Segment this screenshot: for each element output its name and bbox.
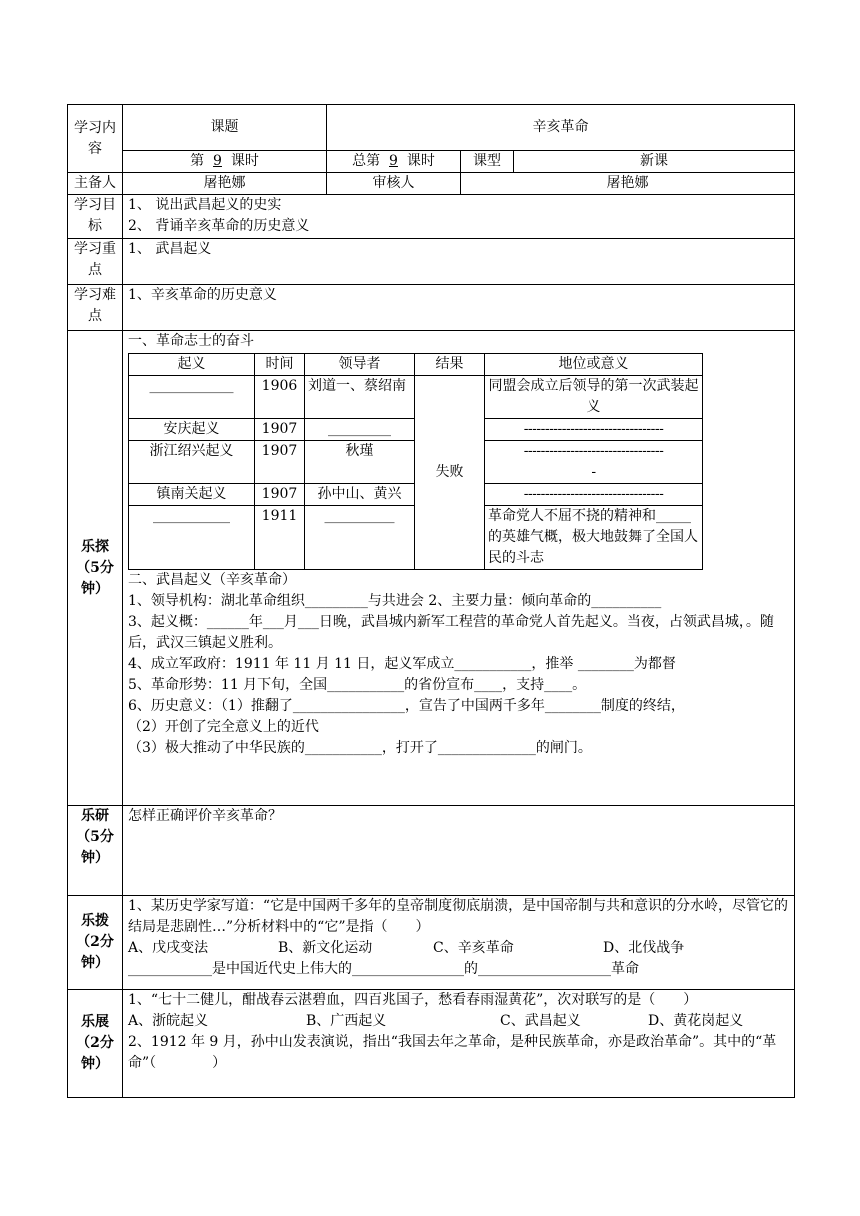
lesson-num: 9 (213, 153, 222, 169)
expand1-blank: ____________是中国近代史上伟大的________________的___________________革命 (128, 961, 639, 977)
expand2-question: 1、“七十二健儿，酣战春云湛碧血，四百兆国子，愁看春雨湿黄花”，次对联写的是（ ） (128, 992, 698, 1008)
row3-year: 1907 (255, 441, 305, 484)
row5-name: ___________ (129, 506, 255, 570)
lesson-plan-table (67, 104, 795, 1098)
th-leader: 领导者 (305, 354, 415, 376)
topic-label: 课题 (123, 105, 327, 151)
th-time: 时间 (255, 354, 305, 376)
total-num: 9 (389, 153, 398, 169)
row2-meaning: --------------------------------- (485, 419, 703, 441)
difficulty-item: 1、辛亥革命的历史意义 (123, 285, 795, 331)
row4-leader: 孙中山、黄兴 (305, 484, 415, 506)
option-a: A、戊戌变法 (128, 940, 209, 956)
research-label: 乐研（5分钟） (68, 806, 123, 896)
section1-title: 一、革命志士的奋斗 (128, 333, 254, 349)
explore-label: 乐探（5分钟） (68, 331, 123, 806)
lesson-plan-sheet (67, 104, 795, 1098)
difficulty-label: 学习难点 (68, 285, 123, 331)
uprising-table (128, 353, 703, 570)
row2-name: 安庆起义 (129, 419, 255, 441)
row4-year: 1907 (255, 484, 305, 506)
row3-leader: 秋瑾 (305, 441, 415, 484)
explore-line: （2）开创了完全意义上的近代 (128, 719, 319, 735)
option-c: C、辛亥革命 (433, 940, 514, 956)
goals-content (123, 195, 795, 239)
explore-line: 5、革命形势：11 月下旬，全国___________的省份宣布____，支持____。 (128, 677, 587, 693)
option-d: D、北伐战争 (603, 940, 685, 956)
goal-item: 1、 说出武昌起义的史实 (128, 197, 282, 213)
lesson-prefix: 第 (190, 153, 205, 169)
explore-line: 1、领导机构：湖北革命组织_________与共进会 2、主要力量：倾向革命的__________ (128, 593, 662, 609)
option-d: D、黄花岗起义 (648, 1013, 744, 1029)
explore-line: 6、历史意义：（1）推翻了________________，宣告了中国两千多年________制度的终结， (128, 698, 685, 714)
row4-name: 镇南关起义 (129, 484, 255, 506)
preparer-label: 主备人 (68, 173, 123, 195)
row5-year: 1911 (255, 506, 305, 570)
expand1-label: 乐拨（2分钟） (68, 896, 123, 990)
expand2-content (123, 990, 795, 1098)
row4-meaning: --------------------------------- (485, 484, 703, 506)
row3-meaning: --------------------------------- - (485, 441, 703, 484)
th-meaning: 地位或意义 (485, 354, 703, 376)
type-label: 课型 (461, 151, 514, 173)
option-b: B、新文化运动 (278, 940, 373, 956)
lesson-number (123, 151, 327, 173)
expand1-content (123, 896, 795, 990)
expand2-options (128, 1011, 789, 1032)
type-value: 新课 (514, 151, 795, 173)
goals-label: 学习目标 (68, 195, 123, 239)
focus-label: 学习重点 (68, 239, 123, 285)
option-b: B、广西起义 (306, 1013, 387, 1029)
row2-year: 1907 (255, 419, 305, 441)
row1-meaning: 同盟会成立后领导的第一次武装起义 (485, 376, 703, 419)
research-question: 怎样正确评价辛亥革命？ (123, 806, 795, 896)
row3-name: 浙江绍兴起义 (129, 441, 255, 484)
row2-leader: _________ (305, 419, 415, 441)
explore-content (123, 331, 795, 806)
topic-value: 辛亥革命 (327, 105, 795, 151)
preparer-value: 屠艳娜 (123, 173, 327, 195)
reviewer-label: 审核人 (327, 173, 461, 195)
explore-line: （3）极大推动了中华民族的___________，打开了______________的闸门。 (128, 740, 592, 756)
row1-name: ____________ (129, 376, 255, 419)
explore-line: 4、成立军政府：1911 年 11 月 11 日，起义军成立___________，推举 ________为都督 (128, 656, 676, 672)
lesson-suffix: 课时 (230, 153, 259, 169)
study-content-label: 学习内容 (68, 105, 123, 173)
expand2-label: 乐展（2分钟） (68, 990, 123, 1098)
row5-meaning: 革命党人不屈不挠的精神和_____的英雄气概，极大地鼓舞了全国人民的斗志 (485, 506, 703, 570)
section2-title: 二、武昌起义（辛亥革命） (128, 572, 296, 588)
total-lesson-number (327, 151, 461, 173)
explore-line: 3、起义概：______年___月___日晚，武昌城内新军工程营的革命党人首先起义。当夜，占领武昌城，。随后，武汉三镇起义胜利。 (128, 614, 774, 651)
option-c: C、武昌起义 (500, 1013, 581, 1029)
result-cell: 失败 (415, 376, 485, 570)
total-prefix: 总第 (352, 153, 381, 169)
expand1-options (128, 938, 789, 959)
row1-leader: 刘道一、蔡绍南 (305, 376, 415, 419)
option-a: A、浙皖起义 (128, 1013, 209, 1029)
focus-item: 1、 武昌起义 (123, 239, 795, 285)
total-suffix: 课时 (406, 153, 435, 169)
row5-leader: __________ (305, 506, 415, 570)
row1-year: 1906 (255, 376, 305, 419)
expand1-question: 1、某历史学家写道：“它是中国两千多年的皇帝制度彻底崩溃，是中国帝制与共和意识的分水岭，尽管它的结局是悲剧性…”分析材料中的“它”是指（ ） (128, 898, 789, 935)
expand2-question2: 2、1912 年 9 月，孙中山发表演说，指出“我国去年之革命，是种民族革命，亦是政治革命”。其中的“革命”（ ） (128, 1034, 777, 1071)
goal-item: 2、 背诵辛亥革命的历史意义 (128, 218, 310, 234)
th-uprising: 起义 (129, 354, 255, 376)
reviewer-value: 屠艳娜 (461, 173, 795, 195)
th-result: 结果 (415, 354, 485, 376)
